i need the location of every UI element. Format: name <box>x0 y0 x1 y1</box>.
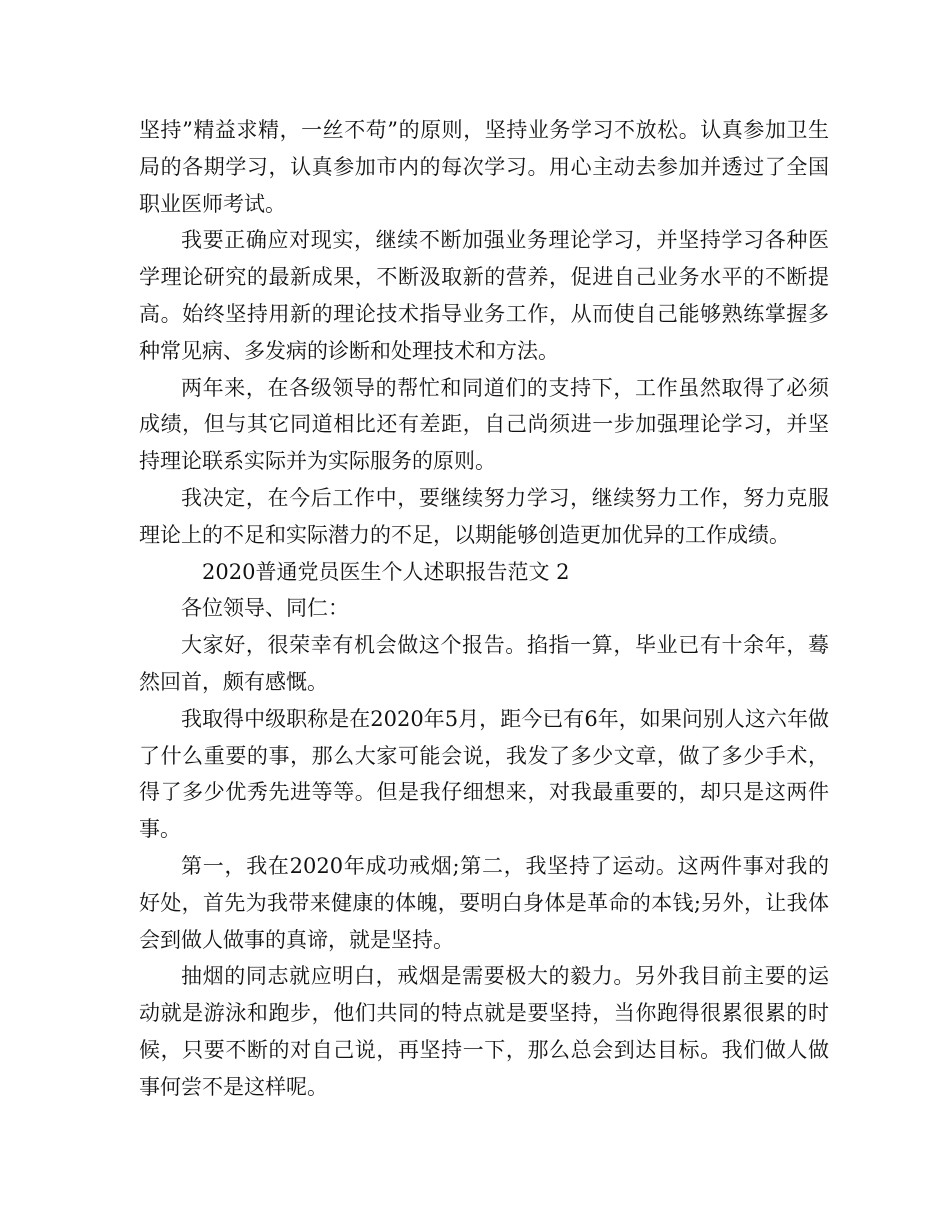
paragraph-continuation: 坚持”精益求精，一丝不苟”的原则，坚持业务学习不放松。认真参加卫生局的各期学习，认真参加市内的每次学习。用心主动去参加并透过了全国职业医师考试。 <box>139 118 829 216</box>
paragraph-study: 我要正确应对现实，继续不断加强业务理论学习，并坚持学习各种医学理论研究的最新成果，不断汲取新的营养，促进自己业务水平的不断提高。始终坚持用新的理论技术指导业务工作，从而使自己能够熟练掌握多种常见病、多发病的诊断和处理技术和方法。 <box>139 228 829 363</box>
paragraph-resolution: 我决定，在今后工作中，要继续努力学习，继续努力工作，努力克服理论上的不足和实际潜力的不足，以期能够创造更加优异的工作成绩。 <box>139 485 829 547</box>
paragraph-two-things: 第一，我在2020年成功戒烟;第二，我坚持了运动。这两件事对我的好处，首先为我带来健康的体魄，要明白身体是革命的本钱;另外，让我体会到做人做事的真谛，就是坚持。 <box>139 853 829 952</box>
document-page <box>139 112 829 1106</box>
section-heading: 2020普通党员医生个人述职报告范文 2 <box>202 559 570 584</box>
paragraph-opening: 大家好，很荣幸有机会做这个报告。掐指一算，毕业已有十余年，蓦然回首，颇有感慨。 <box>139 633 829 694</box>
paragraph-two-years: 两年来，在各级领导的帮忙和同道们的支持下，工作虽然取得了必须成绩，但与其它同道相比还有差距，自己尚须进一步加强理论学习，并坚持理论联系实际并为实际服务的原则。 <box>139 375 829 474</box>
paragraph-title-promotion: 我取得中级职称是在2020年5月，距今已有6年，如果问别人这六年做了什么重要的事，那么大家可能会说，我发了多少文章，做了多少手术，得了多少优秀先进等等。但是我仔细想来，对我最重要的，却只是这两件事。 <box>139 706 829 842</box>
paragraph-persistence: 抽烟的同志就应明白，戒烟是需要极大的毅力。另外我目前主要的运动就是游泳和跑步，他们共同的特点就是要坚持，当你跑得很累很累的时候，只要不断的对自己说，再坚持一下，那么总会到达目标。我们做人做事何尝不是这样呢。 <box>139 964 829 1099</box>
paragraph-greeting: 各位领导、同仁： <box>181 596 349 621</box>
